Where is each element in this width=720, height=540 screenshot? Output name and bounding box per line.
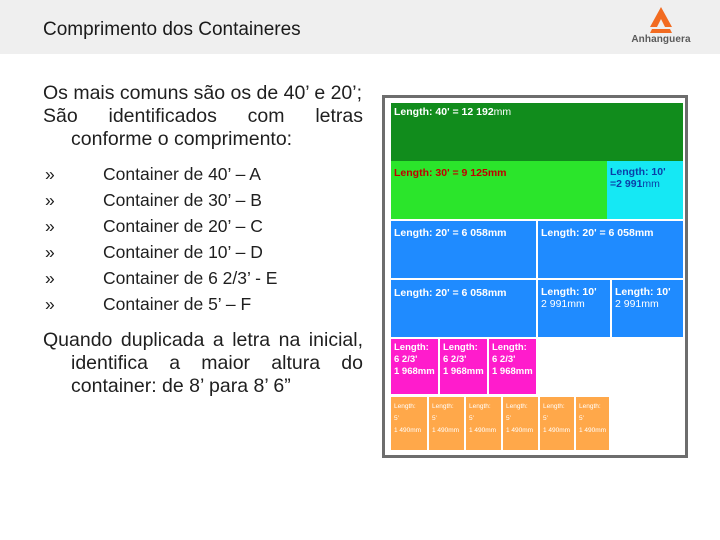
- block-6-2-3ft-2: [440, 339, 487, 394]
- block-label: Length:: [506, 403, 528, 410]
- block-6-2-3ft-1: [391, 339, 438, 394]
- block-value: 1 490mm: [394, 427, 422, 434]
- block-label: Length: 20' = 6 058mm: [541, 227, 654, 239]
- list-item-text: Container de 30’ – B: [103, 190, 262, 210]
- list-item: [45, 291, 363, 317]
- block-label: Length:: [432, 403, 454, 410]
- list-item: [45, 187, 363, 213]
- block-5ft-5: [540, 397, 574, 450]
- block-label: Length:: [394, 403, 416, 410]
- list-item: [45, 265, 363, 291]
- slide-header: [0, 0, 720, 54]
- block-20ft-3: [391, 280, 536, 337]
- block-10ft-2: [612, 280, 683, 337]
- block-value: 1 490mm: [579, 427, 607, 434]
- list-item-text: Container de 5’ – F: [103, 294, 252, 314]
- block-label: Length:: [443, 342, 478, 353]
- block-label: Length:: [394, 342, 429, 353]
- block-length: 6 2/3': [492, 354, 516, 365]
- block-value: 1 490mm: [432, 427, 460, 434]
- block-6-2-3ft-3: [489, 339, 536, 394]
- block-unit: mm: [493, 106, 512, 118]
- block-unit: mm: [642, 178, 660, 190]
- container-size-diagram: [382, 95, 688, 458]
- list-item: [45, 161, 363, 187]
- list-item-text: Container de 20’ – C: [103, 216, 263, 236]
- container-letter-list: [43, 161, 363, 317]
- block-value: 1 490mm: [469, 427, 497, 434]
- bullet-marker: »: [45, 268, 55, 288]
- block-10ft-1: [538, 280, 610, 337]
- bullet-marker: »: [45, 190, 55, 210]
- block-label: Length: 10': [615, 286, 671, 298]
- block-label: Length: 30' = 9 125mm: [394, 167, 507, 179]
- block-20ft-2: [538, 221, 683, 278]
- block-5ft-2: [429, 397, 464, 450]
- block-value: 1 490mm: [506, 427, 534, 434]
- block-value: =2 991: [610, 178, 643, 190]
- paragraph-height-letter: Quando duplicada a letra na inicial, identifica a maior altura do container: de 8’ para 8’ 6”: [43, 329, 363, 397]
- list-item-text: Container de 10’ – D: [103, 242, 263, 262]
- block-length: 5': [394, 415, 399, 422]
- block-label: Length: 20' = 6 058mm: [394, 227, 507, 239]
- slide-body: [43, 82, 363, 398]
- block-length: 5': [506, 415, 511, 422]
- block-value: 2 991mm: [541, 298, 585, 310]
- block-label: Length: 20' = 6 058mm: [394, 287, 507, 299]
- block-length: 6 2/3': [394, 354, 418, 365]
- block-5ft-6: [576, 397, 609, 450]
- block-length: 5': [432, 415, 437, 422]
- anhanguera-logo-icon: [626, 5, 696, 35]
- bullet-marker: »: [45, 294, 55, 314]
- block-value: 1 490mm: [543, 427, 571, 434]
- block-length: 6 2/3': [443, 354, 467, 365]
- paragraph-common-sizes: Os mais comuns são os de 40’ e 20’;: [43, 82, 363, 104]
- list-item-text: Container de 6 2/3’ - E: [103, 268, 278, 288]
- list-item: [45, 213, 363, 239]
- block-value: 2 991mm: [615, 298, 659, 310]
- block-label: Length:: [543, 403, 565, 410]
- bullet-marker: »: [45, 242, 55, 262]
- block-label: Length: 10': [610, 166, 666, 178]
- block-10ft-top: [607, 161, 683, 219]
- paragraph-identification: São identificados com letras conforme o comprimento:: [43, 105, 363, 150]
- block-label: Length: 40' = 12 192: [394, 106, 494, 118]
- list-item: [45, 239, 363, 265]
- block-length: 5': [543, 415, 548, 422]
- block-30ft: [391, 161, 607, 219]
- block-5ft-4: [503, 397, 538, 450]
- block-length: 5': [579, 415, 584, 422]
- slide-title: Comprimento dos Containeres: [43, 19, 301, 40]
- block-40ft: [391, 103, 683, 161]
- block-5ft-3: [466, 397, 501, 450]
- block-label: Length:: [469, 403, 491, 410]
- list-item-text: Container de 40’ – A: [103, 164, 261, 184]
- block-label: Length: 10': [541, 286, 597, 298]
- block-5ft-1: [391, 397, 427, 450]
- block-value: 1 968mm: [443, 366, 484, 377]
- block-20ft-1: [391, 221, 536, 278]
- bullet-marker: »: [45, 216, 55, 236]
- block-value: 1 968mm: [492, 366, 533, 377]
- block-length: 5': [469, 415, 474, 422]
- anhanguera-logo: [626, 5, 696, 49]
- bullet-marker: »: [45, 164, 55, 184]
- logo-text: Anhanguera: [631, 34, 691, 45]
- block-label: Length:: [579, 403, 601, 410]
- block-value: 1 968mm: [394, 366, 435, 377]
- block-label: Length:: [492, 342, 527, 353]
